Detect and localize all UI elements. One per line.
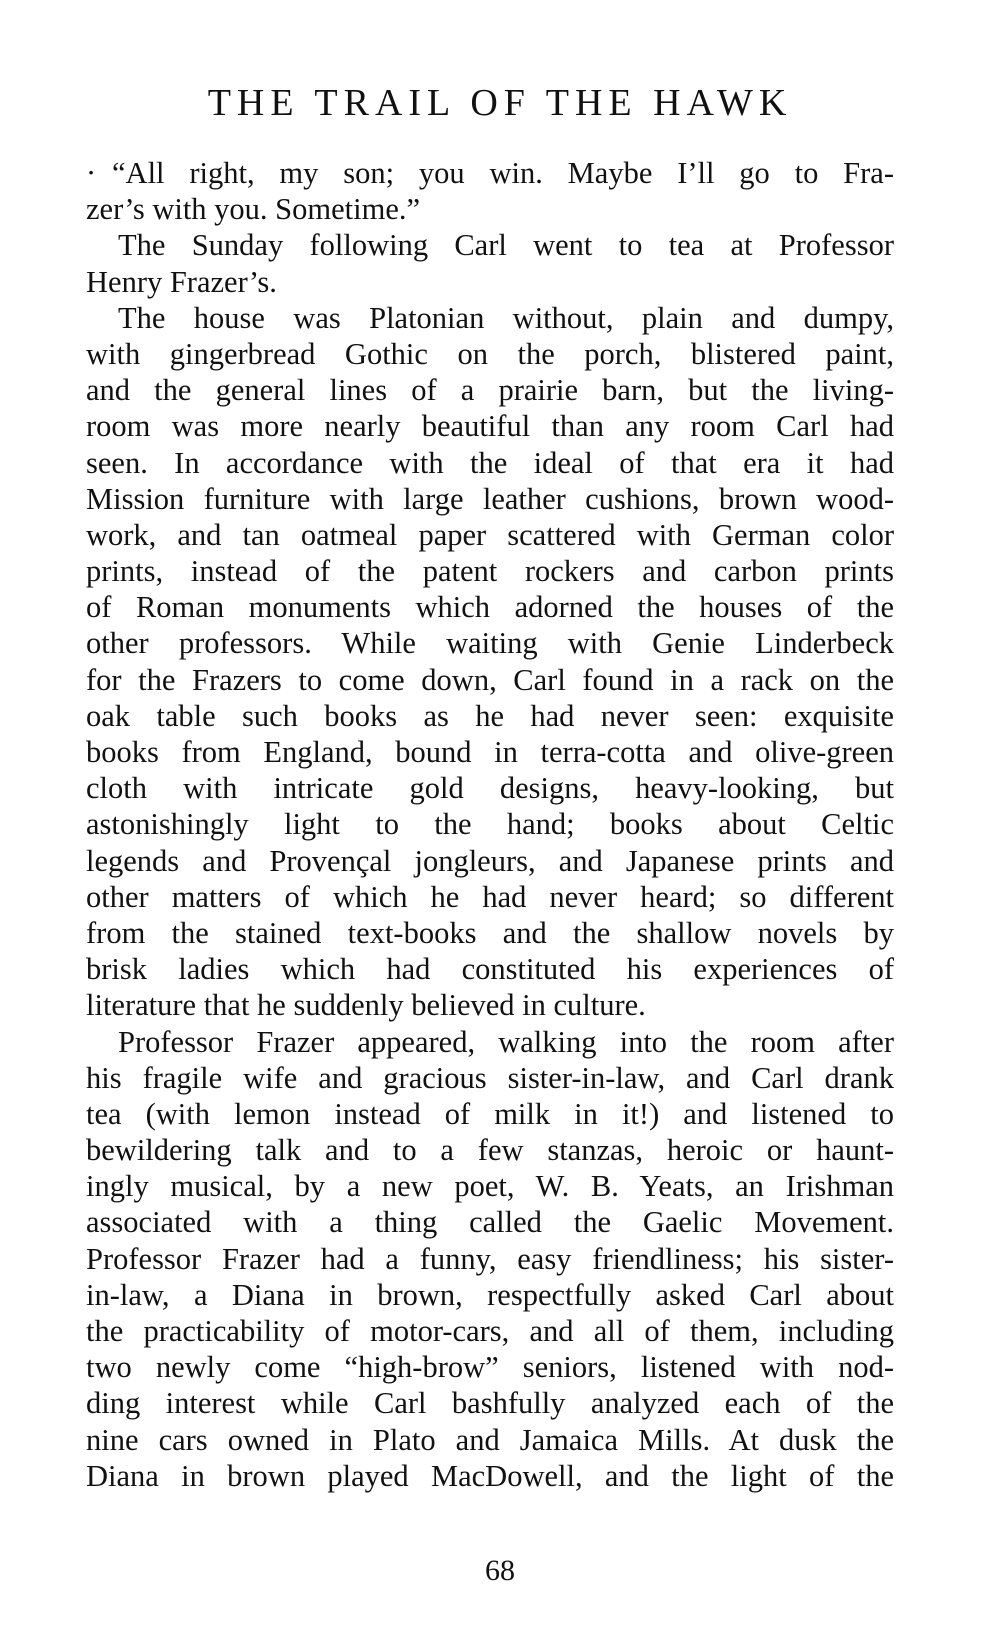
running-header: THE TRAIL OF THE HAWK xyxy=(207,82,793,124)
text-line: oak table such books as he had never seen: exquisite xyxy=(86,698,894,733)
stray-mark: · xyxy=(86,156,97,190)
text-line: two newly come “high-brow” seniors, listened with nod- xyxy=(86,1350,894,1385)
text-line: the practicability of motor-cars, and all of them, including xyxy=(86,1314,894,1348)
text-line: Diana in brown played MacDowell, and the light of the xyxy=(86,1458,894,1493)
text-line: Mission furniture with large leather cushions, brown wood- xyxy=(86,481,894,516)
text-line: literature that he suddenly believed in culture. xyxy=(86,988,646,1023)
text-line: Professor Frazer had a funny, easy friendliness; his sister- xyxy=(86,1241,894,1276)
text-line: work, and tan oatmeal paper scattered with German color xyxy=(86,517,894,552)
text-line: other matters of which he had never heard; so different xyxy=(86,879,894,914)
text-line: prints, instead of the patent rockers and carbon prints xyxy=(86,554,894,589)
text-line: nine cars owned in Plato and Jamaica Mills. At dusk the xyxy=(86,1422,894,1457)
text-line: from the stained text-books and the shallow novels by xyxy=(86,915,894,950)
text-line: tea (with lemon instead of milk in it!) and listened to xyxy=(86,1096,894,1131)
text-line: legends and Provençal jongleurs, and Japanese prints and xyxy=(86,843,894,878)
text-line: ingly musical, by a new poet, W. B. Yeats, an Irishman xyxy=(86,1169,894,1204)
page-number: 68 xyxy=(485,1554,515,1587)
text-line: and the general lines of a prairie barn, but the living- xyxy=(86,373,894,408)
text-line: zer’s with you. Sometime.” xyxy=(86,192,421,227)
text-line: cloth with intricate gold designs, heavy-looking, but xyxy=(86,771,894,806)
text-line: associated with a thing called the Gaelic Movement. xyxy=(86,1205,894,1240)
text-line: room was more nearly beautiful than any room Carl had xyxy=(86,409,894,444)
text-line: seen. In accordance with the ideal of that era it had xyxy=(86,445,894,480)
text-line: for the Frazers to come down, Carl found in a rack on the xyxy=(86,662,894,697)
text-line: · “All right, my son; you win. Maybe I’ll go to Fra- xyxy=(86,156,894,190)
text-line: in-law, a Diana in brown, respectfully asked Carl about xyxy=(86,1277,894,1312)
text-line: of Roman monuments which adorned the houses of the xyxy=(86,590,894,625)
text-line: books from England, bound in terra-cotta and olive-green xyxy=(86,735,894,769)
text-line: with gingerbread Gothic on the porch, blistered paint, xyxy=(86,336,894,371)
text-line: bewildering talk and to a few stanzas, heroic or haunt- xyxy=(86,1133,894,1168)
text-line: The Sunday following Carl went to tea at Professor xyxy=(118,228,894,263)
text-line: The house was Platonian without, plain and dumpy, xyxy=(118,300,894,335)
text-line: astonishingly light to the hand; books about Celtic xyxy=(86,807,894,842)
text-line: his fragile wife and gracious sister-in-law, and Carl drank xyxy=(86,1060,894,1095)
body-text xyxy=(86,155,894,1494)
text-line: brisk ladies which had constituted his experiences of xyxy=(86,952,894,987)
text-line: ding interest while Carl bashfully analyzed each of the xyxy=(86,1386,894,1421)
text-line: other professors. While waiting with Genie Linderbeck xyxy=(86,626,894,661)
text-line: Henry Frazer’s. xyxy=(86,264,277,299)
text-line: Professor Frazer appeared, walking into the room after xyxy=(118,1024,894,1059)
